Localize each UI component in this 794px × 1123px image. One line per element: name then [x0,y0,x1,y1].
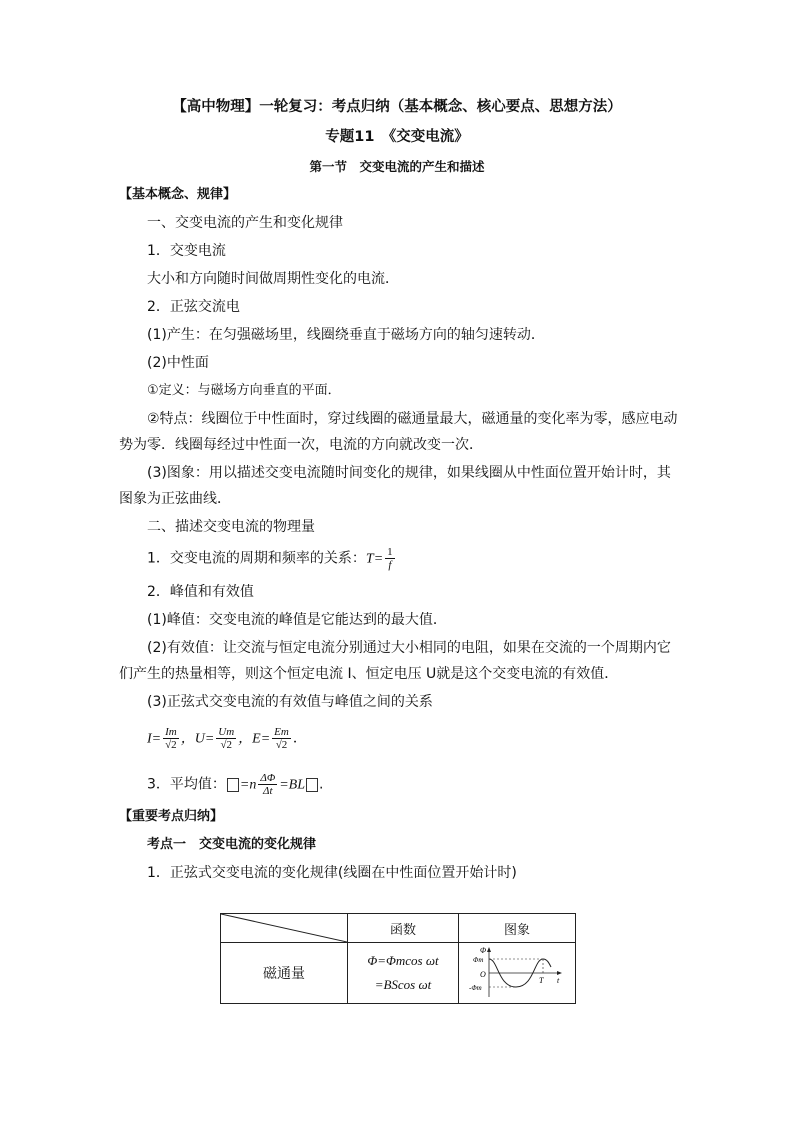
basics-heading: 【基本概念、规律】 [119,187,237,202]
period-denominator: f [385,558,395,571]
part2-title: 二、描述交变电流的物理量 [147,519,315,535]
topic-title: 专题11 《交变电流》 [325,129,469,145]
formula-e-denominator: √2 [272,738,291,751]
formula-e-numerator: Em [274,726,289,738]
average-denominator: Δt [258,784,277,797]
graph-x-label: t [557,976,560,985]
row-label-flux: 磁通量 [221,943,348,1004]
effective-peak-formulas [147,726,307,751]
peak-title: 2．峰值和有效值 [147,584,254,600]
key-points-heading: 【重要考点归纳】 [119,809,224,824]
table-row [221,943,576,1004]
effective-line-1: (2)有效值：让交流与恒定电流分别通过大小相同的电阻，如果在交流的一个周期内它 [147,640,671,656]
average-text: 3．平均值： [147,776,226,793]
average-symbol-placeholder [227,778,239,792]
header-graph: 图象 [459,914,576,943]
function-line-2: =BScos ωt [374,977,432,992]
feature-line-1: ②特点：线圈位于中性面时，穿过线圈的磁通量最大，磁通量的变化率为零，感应电动 [147,411,678,427]
main-title: 【高中物理】一轮复习：考点归纳（基本概念、核心要点、思想方法） [172,99,622,115]
graph-line-2: 图象为正弦曲线． [119,491,231,507]
period-frequency-line [147,546,397,571]
graph-period-label: T [539,976,544,985]
section-title: 第一节 交变电流的产生和描述 [309,159,485,174]
average-end: . [319,776,324,793]
formula-end: ． [292,730,307,747]
item1-title: 1．交变电流 [147,243,226,259]
graph-cell [459,943,576,1004]
graph-x-arrow [557,971,562,975]
header-function: 函数 [348,914,459,943]
formula-u-fraction [216,726,236,751]
formula-u-denominator: √2 [216,738,236,751]
effective-line-2: 们产生的热量相等，则这个恒定电流 I、恒定电压 U就是这个交变电流的有效值． [119,666,619,682]
graph-y-arrow [487,947,491,952]
peak-text: (1)峰值：交变电流的峰值是它能达到的最大值． [147,612,447,628]
average-velocity-placeholder [306,778,318,792]
feature-line-2: 势为零．线圈每经过中性面一次，电流的方向就改变一次． [119,437,483,453]
neutral-plane-title: (2)中性面 [147,355,209,371]
period-formula-lhs: T= [365,551,384,567]
formula-i-lhs: I= [147,731,162,747]
graph-line-1: (3)图象：用以描述交变电流随时间变化的规律，如果线圈从中性面位置开始计时，其 [147,465,671,481]
average-eq: =n [239,777,257,793]
table-header-row [221,914,576,943]
definition-text: ①定义：与磁场方向垂直的平面． [147,383,341,398]
function-line-1: Φ=Φmcos ωt [367,953,439,968]
formula-e-fraction [272,726,291,751]
part1-title: 一、交变电流的产生和变化规律 [147,215,343,231]
relation-text: (3)正弦式交变电流的有效值与峰值之间的关系 [147,694,433,710]
point1-title: 考点一 交变电流的变化规律 [147,837,317,852]
formula-i-numerator: Im [165,726,177,738]
variation-table [220,913,576,1004]
formula-i-denominator: √2 [163,738,179,751]
average-value-line [147,772,323,797]
graph-ymin-label: -Φm [469,984,482,992]
graph-ymax-label: Φm [473,956,484,964]
point1-subtitle: 1．正弦式交变电流的变化规律(线圈在中性面位置开始计时) [147,865,517,881]
function-cell [348,943,459,1004]
diagonal-line [221,914,347,942]
flux-graph [467,945,567,1001]
graph-origin-label: O [480,970,486,979]
period-numerator: 1 [387,546,393,558]
average-numerator: ΔΦ [260,772,276,784]
formula-u-numerator: Um [218,726,235,738]
formula-e-lhs: ，E= [238,731,271,747]
average-fraction [258,772,277,797]
period-text: 1．交变电流的周期和频率的关系： [147,550,366,567]
item1-text: 大小和方向随时间做周期性变化的电流． [147,271,399,287]
average-tail: =BL [279,777,306,793]
period-fraction [385,546,395,571]
graph-y-label: Φ [480,946,487,955]
formula-i-fraction [163,726,179,751]
item2-title: 2．正弦交流电 [147,299,240,315]
diagonal-header-cell [221,914,348,943]
formula-u-lhs: ，U= [180,731,215,747]
generation-text: (1)产生：在匀强磁场里，线圈绕垂直于磁场方向的轴匀速转动． [147,327,545,343]
